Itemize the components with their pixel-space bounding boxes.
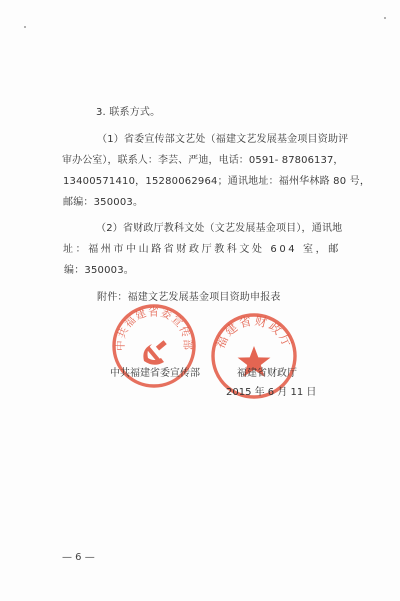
right-seal-text: 福建省财政厅 [212, 313, 296, 351]
item1-line1: （1）省委宣传部文艺处（福建文艺发展基金项目资助评 [97, 134, 349, 145]
item1-line3: 13400571410，15280062964；通讯地址：福州华林路 80 号， [63, 176, 371, 187]
item1-line2: 审办公室），联系人：李芸、严迪，电话：0591- 87806137， [62, 155, 344, 166]
svg-text:福建省财政厅 [213, 313, 295, 351]
scan-speck [384, 17, 386, 19]
item1-line4: 邮编：350003。 [63, 197, 144, 208]
scan-speck [24, 26, 26, 28]
left-seal-text: 中共福建省委宣传部 [114, 306, 194, 352]
page-number: — 6 — [62, 552, 95, 563]
item2-line3: 编：350003。 [64, 265, 134, 276]
item2-line2: 址：福州市中山路省财政厅教科文处 604 室，邮 [63, 244, 341, 255]
svg-text:中共福建省委宣传部 [114, 305, 194, 351]
attachment-line: 附件：福建文艺发展基金项目资助申报表 [97, 292, 281, 303]
signature-date: 2015 年 6 月 11 日 [226, 387, 317, 398]
right-signature-org: 福建省财政厅 [237, 368, 297, 379]
item2-line1: （2）省财政厅教科文处（文艺发展基金项目），通讯地 [96, 223, 343, 234]
hammer-sickle-icon [143, 340, 166, 365]
left-signature-org: 中共福建省委宣传部 [110, 368, 200, 379]
section-heading: 3. 联系方式。 [96, 107, 161, 118]
